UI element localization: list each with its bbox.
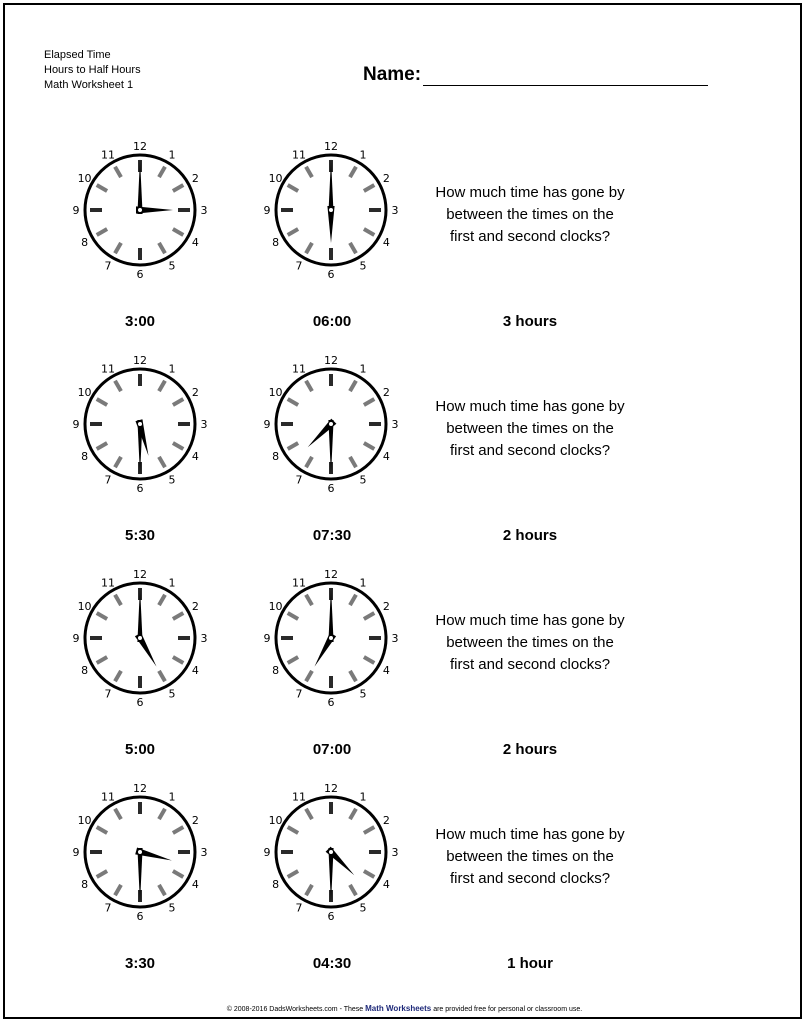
question-line: first and second clocks?	[449, 870, 611, 887]
clock-number: 1	[359, 148, 367, 162]
clock-number: 9	[263, 846, 271, 859]
clock-number: 12	[133, 354, 147, 367]
second-clock	[263, 782, 399, 932]
question-line: between the times on the	[446, 634, 614, 651]
problem-3	[0, 568, 809, 782]
clock-center	[138, 208, 143, 213]
clock-center	[329, 850, 334, 855]
second-clock	[263, 568, 399, 718]
first-clock	[72, 140, 208, 290]
first-clock	[72, 782, 208, 932]
clock-number: 10	[268, 386, 283, 399]
clock-number: 5	[168, 901, 176, 915]
clock-face	[263, 354, 399, 504]
clock-number: 10	[268, 600, 283, 613]
clock-face	[72, 568, 208, 718]
clock-number: 11	[101, 790, 115, 804]
clock-number: 7	[104, 901, 112, 915]
clock-number: 7	[104, 687, 112, 701]
clock-number: 5	[359, 259, 367, 273]
question-line: between the times on the	[446, 206, 614, 223]
question-text	[420, 396, 640, 462]
copyright-footer	[0, 1004, 809, 1013]
answer-label: 1 hour	[507, 955, 553, 972]
clock-number: 6	[327, 482, 335, 495]
problem-2	[0, 354, 809, 568]
clock-face	[72, 354, 208, 504]
clock-number: 9	[72, 418, 80, 431]
clock-face	[263, 568, 399, 718]
second-time-label: 07:30	[312, 527, 352, 544]
clock-number: 9	[72, 204, 80, 217]
clock-number: 9	[263, 632, 271, 645]
first-time-label: 3:00	[124, 313, 156, 330]
question-line: first and second clocks?	[449, 656, 611, 673]
clock-center	[329, 636, 334, 641]
clock-number: 8	[81, 450, 89, 463]
clock-number: 10	[77, 814, 92, 827]
clock-number: 12	[133, 782, 147, 795]
clock-number: 8	[81, 664, 89, 677]
clock-number: 2	[191, 172, 199, 185]
problem-4	[0, 782, 809, 996]
clock-number: 4	[191, 450, 199, 463]
clock-number: 11	[101, 362, 115, 376]
second-clock	[263, 354, 399, 504]
clock-number: 9	[263, 418, 271, 431]
clock-number: 5	[359, 901, 367, 915]
second-time-label: 06:00	[312, 313, 352, 330]
clock-number: 6	[136, 696, 144, 709]
clock-number: 4	[382, 450, 390, 463]
clock-number: 2	[191, 814, 199, 827]
clock-number: 5	[359, 687, 367, 701]
clock-number: 12	[133, 568, 147, 581]
clock-number: 12	[324, 140, 338, 153]
clock-number: 3	[200, 632, 208, 645]
clock-number: 12	[324, 354, 338, 367]
clock-number: 1	[359, 790, 367, 804]
clock-face	[263, 140, 399, 290]
second-time-label: 04:30	[312, 955, 352, 972]
clock-number: 11	[292, 576, 306, 590]
first-time-label: 5:30	[124, 527, 156, 544]
clock-number: 6	[327, 910, 335, 923]
clock-number: 10	[77, 172, 92, 185]
clock-center	[138, 850, 143, 855]
first-time-label: 3:30	[124, 955, 156, 972]
question-line: between the times on the	[446, 420, 614, 437]
clock-number: 12	[324, 568, 338, 581]
clock-number: 12	[324, 782, 338, 795]
clock-number: 10	[268, 814, 283, 827]
name-field	[363, 60, 708, 86]
question-line: How much time has gone by	[435, 826, 625, 843]
clock-number: 6	[136, 910, 144, 923]
worksheet-header	[44, 48, 141, 93]
clock-number: 4	[191, 664, 199, 677]
question-line: How much time has gone by	[435, 612, 625, 629]
clock-number: 8	[272, 450, 280, 463]
clock-face	[72, 140, 208, 290]
clock-number: 10	[77, 386, 92, 399]
clock-number: 4	[382, 236, 390, 249]
clock-number: 7	[104, 259, 112, 273]
clock-number: 3	[391, 846, 399, 859]
clock-number: 2	[382, 386, 390, 399]
clock-number: 6	[327, 268, 335, 281]
first-clock	[72, 354, 208, 504]
clock-center	[138, 422, 143, 427]
first-time-label: 5:00	[124, 741, 156, 758]
question-line: How much time has gone by	[435, 398, 625, 415]
clock-number: 8	[272, 664, 280, 677]
clock-number: 8	[81, 878, 89, 891]
clock-number: 7	[295, 687, 303, 701]
clock-number: 11	[101, 148, 115, 162]
clock-number: 7	[295, 259, 303, 273]
clock-number: 1	[359, 576, 367, 590]
clock-number: 2	[382, 814, 390, 827]
clock-center	[138, 636, 143, 641]
answer-label: 2 hours	[502, 741, 558, 758]
footer-link[interactable]: Math Worksheets	[365, 1004, 432, 1013]
clock-face	[72, 782, 208, 932]
clock-number: 11	[101, 576, 115, 590]
clock-number: 8	[272, 236, 280, 249]
clock-number: 3	[391, 204, 399, 217]
clock-number: 2	[382, 600, 390, 613]
worksheet-topic: Elapsed Time	[44, 49, 111, 61]
clock-number: 3	[391, 632, 399, 645]
question-line: How much time has gone by	[435, 184, 625, 201]
clock-number: 9	[263, 204, 271, 217]
clock-number: 5	[359, 473, 367, 487]
name-label: Name:	[363, 64, 422, 85]
clock-number: 2	[191, 386, 199, 399]
worksheet-subtopic: Hours to Half Hours	[44, 64, 141, 76]
clock-number: 5	[168, 473, 176, 487]
clock-number: 10	[77, 600, 92, 613]
clock-number: 5	[168, 687, 176, 701]
clock-center	[329, 422, 334, 427]
clock-number: 3	[200, 846, 208, 859]
clock-number: 3	[391, 418, 399, 431]
footer-suffix: are provided free for personal or classroom use.	[433, 1006, 583, 1013]
clock-number: 4	[382, 878, 390, 891]
footer-prefix: © 2008-2016 DadsWorksheets.com - These	[226, 1006, 364, 1013]
clock-number: 8	[81, 236, 89, 249]
clock-number: 1	[168, 790, 176, 804]
clock-number: 6	[136, 268, 144, 281]
clock-number: 7	[295, 901, 303, 915]
clock-number: 4	[191, 236, 199, 249]
question-text	[420, 182, 640, 248]
clock-number: 4	[382, 664, 390, 677]
clock-number: 10	[268, 172, 283, 185]
clock-number: 6	[327, 696, 335, 709]
clock-number: 6	[136, 482, 144, 495]
question-text	[420, 824, 640, 890]
clock-face	[263, 782, 399, 932]
clock-number: 12	[133, 140, 147, 153]
name-write-line[interactable]	[423, 65, 708, 86]
clock-number: 11	[292, 790, 306, 804]
clock-number: 1	[168, 362, 176, 376]
clock-number: 9	[72, 632, 80, 645]
clock-number: 1	[359, 362, 367, 376]
clock-number: 7	[104, 473, 112, 487]
answer-label: 3 hours	[502, 313, 558, 330]
question-line: first and second clocks?	[449, 228, 611, 245]
clock-number: 9	[72, 846, 80, 859]
second-time-label: 07:00	[312, 741, 352, 758]
answer-label: 2 hours	[502, 527, 558, 544]
clock-number: 5	[168, 259, 176, 273]
clock-number: 4	[191, 878, 199, 891]
clock-number: 2	[382, 172, 390, 185]
clock-number: 8	[272, 878, 280, 891]
clock-number: 11	[292, 148, 306, 162]
clock-number: 11	[292, 362, 306, 376]
second-clock	[263, 140, 399, 290]
first-clock	[72, 568, 208, 718]
question-text	[420, 610, 640, 676]
clock-number: 3	[200, 204, 208, 217]
clock-number: 7	[295, 473, 303, 487]
worksheet-title: Math Worksheet 1	[44, 79, 134, 91]
question-line: between the times on the	[446, 848, 614, 865]
clock-number: 2	[191, 600, 199, 613]
clock-center	[329, 208, 334, 213]
question-line: first and second clocks?	[449, 442, 611, 459]
clock-number: 1	[168, 148, 176, 162]
problem-1	[0, 140, 809, 354]
clock-number: 1	[168, 576, 176, 590]
clock-number: 3	[200, 418, 208, 431]
